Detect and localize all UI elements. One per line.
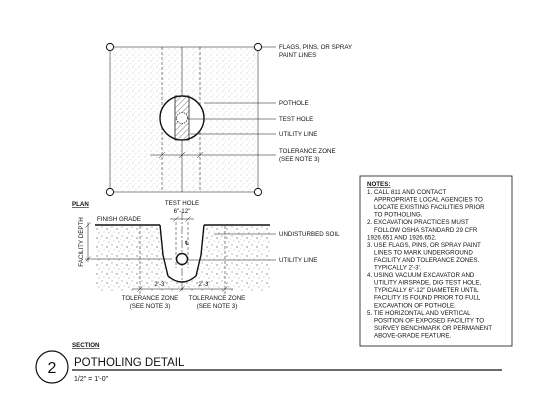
dim-left-label: 2'-3' [154,281,166,288]
centerline-symbol: ℄ [185,240,189,247]
note-line: TYPICALLY 2'-3'. [374,264,422,272]
finish-grade-label: FINISH GRADE [97,216,142,223]
note-line: TYPICALLY 6"-12" DIAMETER UNTIL [374,287,479,295]
flag-marker-top-left [106,43,113,50]
note-line: TO POTHOLING. [374,211,423,219]
section-test-hole-label-2: 6"-12" [173,208,191,215]
label-flags-1: FLAGS, PINS, OR SPRAY [279,44,353,51]
plan-view [72,43,352,208]
notes-heading: NOTES: [367,181,391,188]
title-block [36,351,502,383]
note-line: 1926.651 AND 1926.652. [367,234,437,242]
note-line: SURVEY BENCHMARK OR PERMANENT [374,324,493,332]
tolerance-right-label-2: (SEE NOTE 3) [196,303,238,310]
label-pothole: POTHOLE [279,100,309,107]
facility-depth-label: FACILITY DEPTH [78,217,85,267]
tolerance-left-label-1: TOLERANCE ZONE [121,295,179,302]
notes-box [360,176,512,346]
dim-right-label: 2'-3' [198,281,210,288]
note-line: POSITION OF EXPOSED FACILITY TO [374,317,485,325]
tolerance-left-label-2: (SEE NOTE 3) [129,303,171,310]
label-flags-2: PAINT LINES [279,52,317,59]
note-line: 2. EXCAVATION PRACTICES MUST [367,219,469,227]
note-line: FOLLOW OSHA STANDARD 29 CFR [374,226,478,234]
note-line: 3. USE FLAGS, PINS, OR SPRAY PAINT [367,241,481,249]
tolerance-right-label-1: TOLERANCE ZONE [188,295,246,302]
note-line: FACILITY IS FOUND PRIOR TO FULL [374,294,481,302]
note-line: UTILITY AIRSPADE, DIG TEST HOLE, [374,279,482,287]
note-line: 1. CALL 811 AND CONTACT [367,189,447,196]
utility-line-section [177,254,188,265]
label-tolerance-zone-2: (SEE NOTE 3) [279,156,320,163]
undisturbed-soil-label: UNDISTURBED SOIL [279,231,340,238]
section-label: SECTION [72,342,100,349]
note-line: 4. USING VACUUM EXCAVATOR AND [367,272,475,280]
note-line: ABOVE-GRADE FEATURE. [374,332,452,340]
label-tolerance-zone-1: TOLERANCE ZONE [279,148,336,155]
detail-scale: 1/2" = 1'-0" [74,376,109,383]
flag-marker-bottom-left [106,188,113,195]
flag-marker-top-right [254,43,261,50]
plan-label: PLAN [72,201,89,208]
detail-title: POTHOLING DETAIL [74,357,185,369]
label-test-hole: TEST HOLE [279,116,314,123]
detail-number: 2 [47,360,57,377]
note-line: LINES TO MARK UNDERGROUND [374,249,473,257]
note-line: EXCAVATION OF POTHOLE. [374,302,456,310]
test-hole-circle [177,113,188,124]
section-view [72,200,340,349]
flag-marker-bottom-right [254,188,261,195]
note-line: FACILITY AND TOLERANCE ZONES. [374,256,480,264]
note-line: APPROPRIATE LOCAL AGENCIES TO [374,196,483,204]
section-test-hole-label-1: TEST HOLE [164,200,200,207]
section-utility-line-label: UTILITY LINE [279,257,318,264]
label-utility-line: UTILITY LINE [279,131,318,138]
note-line: LOCATE EXISTING FACILITIES PRIOR [374,204,485,212]
note-line: 5. TIE HORIZONTAL AND VERTICAL [367,309,471,317]
